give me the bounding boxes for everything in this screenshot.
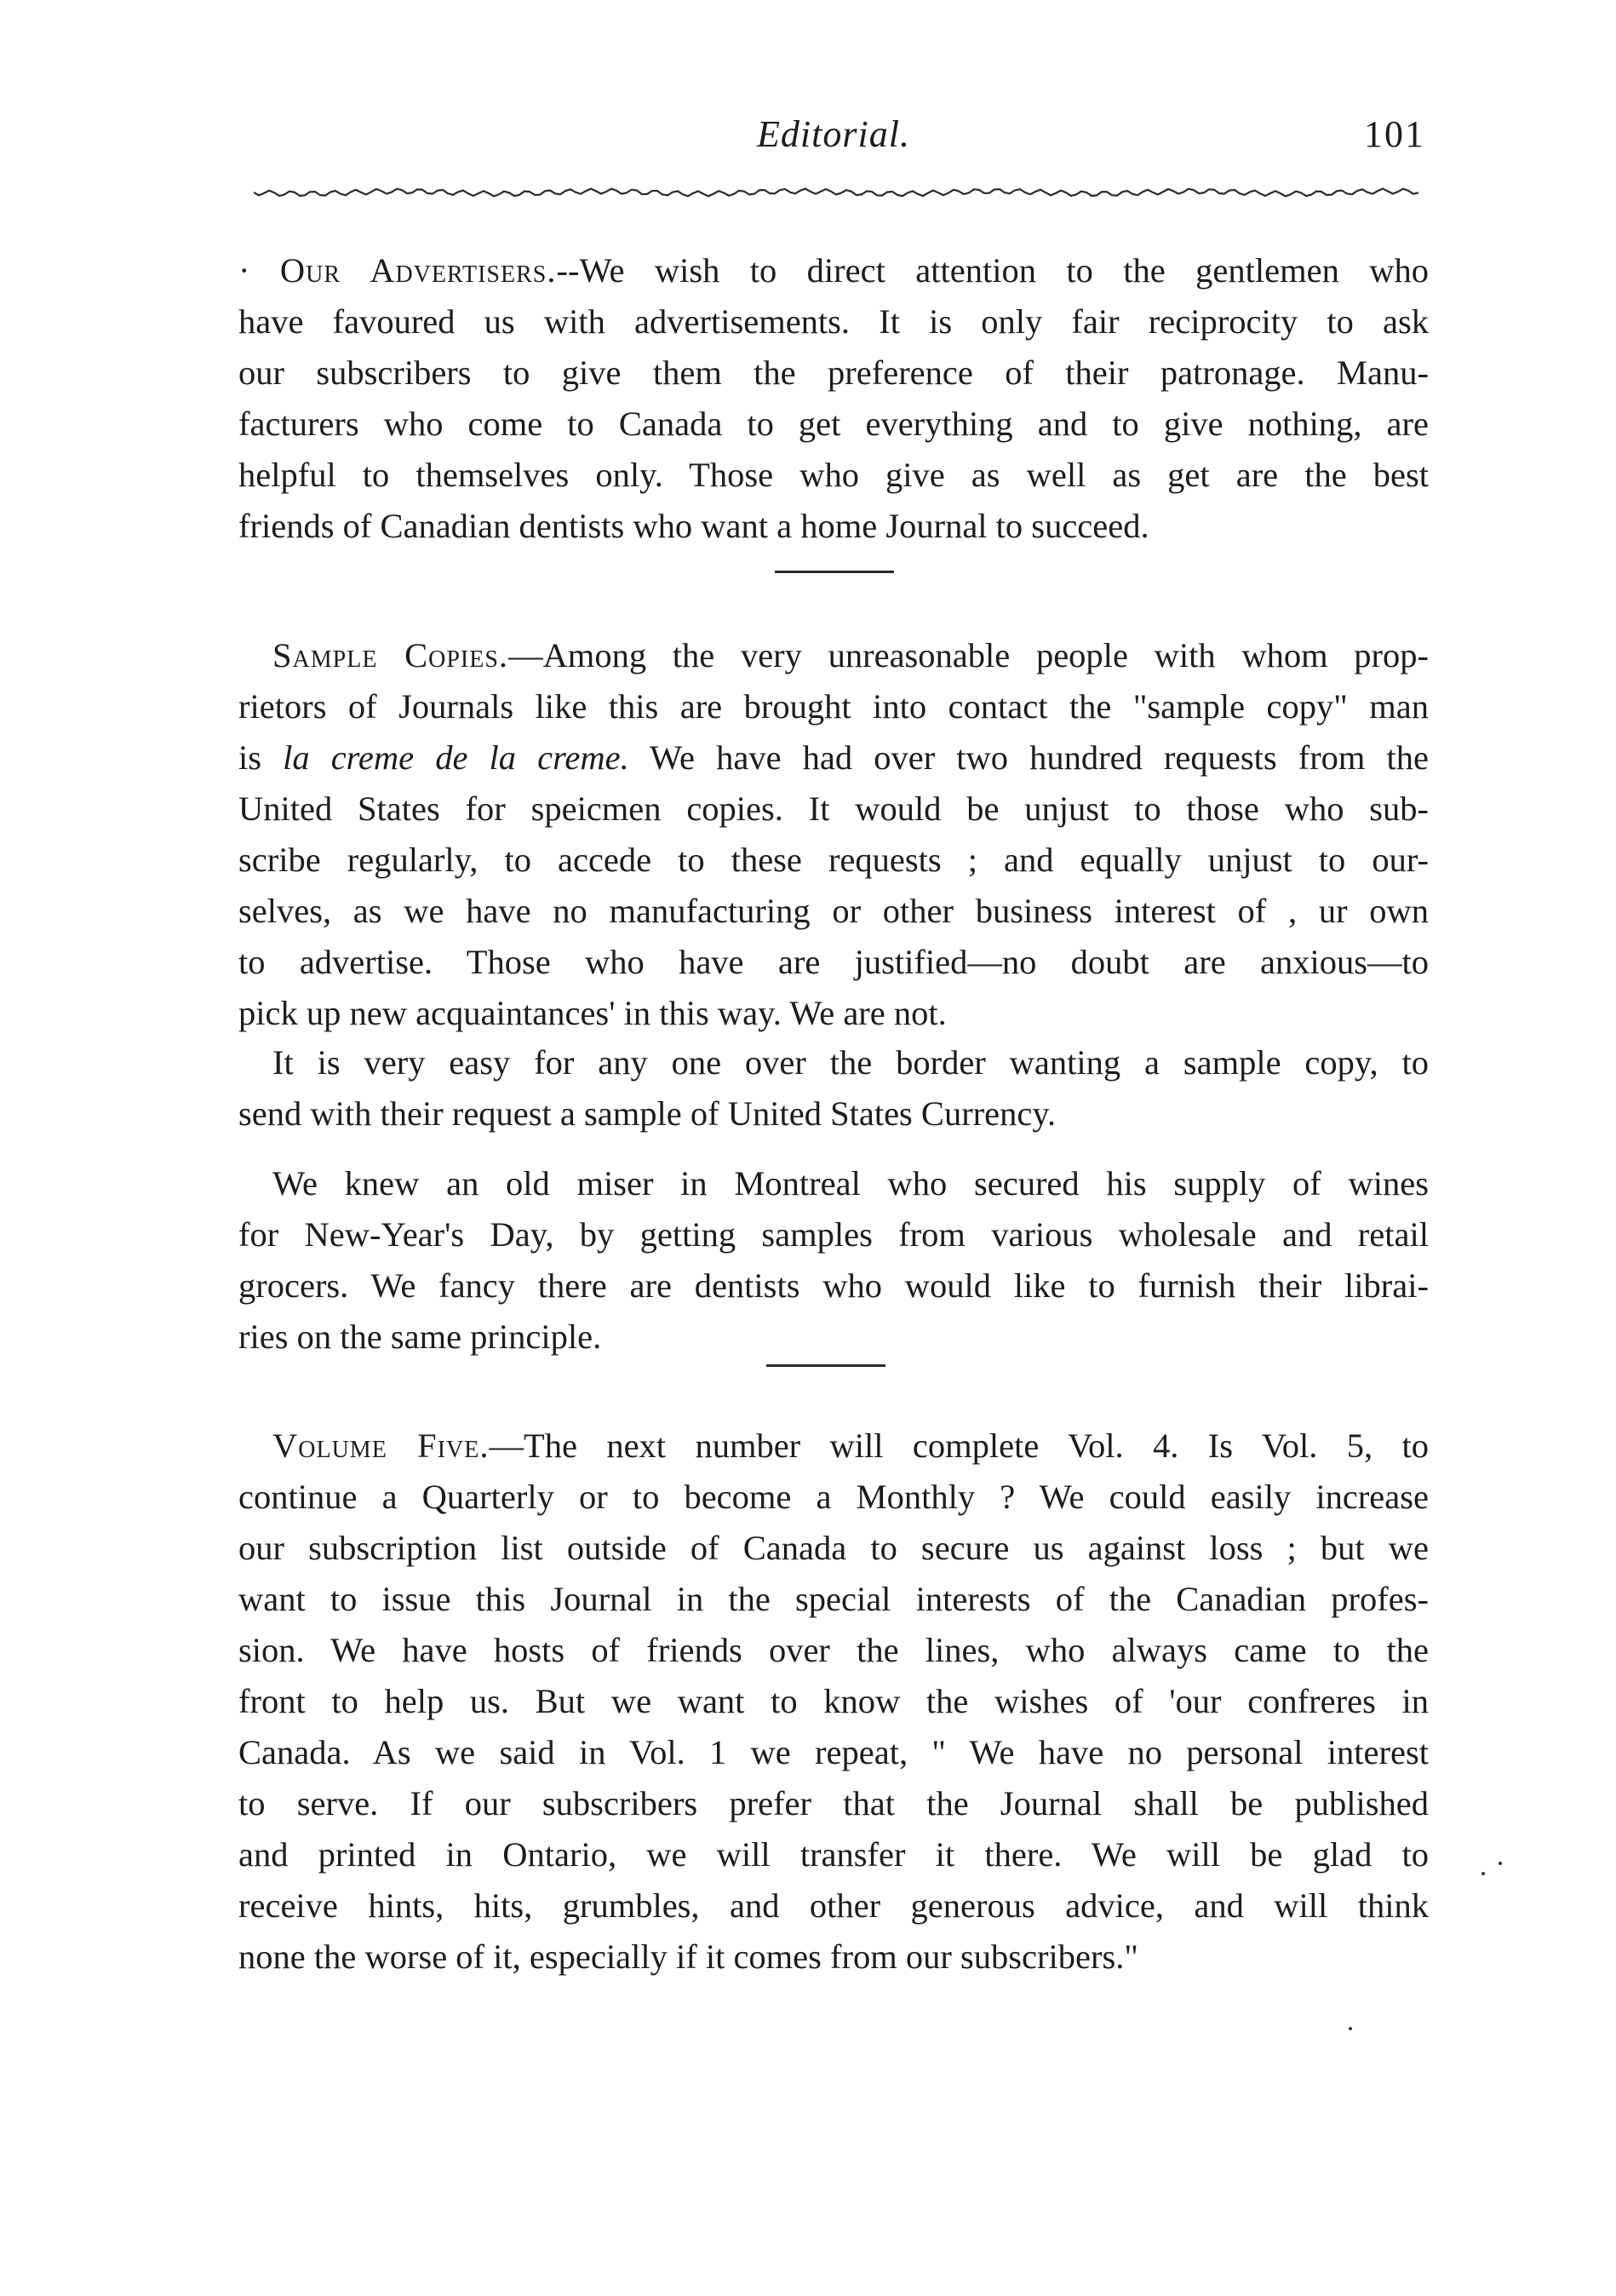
text-line: helpful to themselves only. Those who give as well as get are the best: [238, 456, 1429, 494]
page-header: [242, 109, 1425, 169]
volume-five-section: [238, 1421, 1429, 1983]
text-line: ries on the same principle.: [238, 1317, 602, 1356]
text-line: scribe regularly, to accede to these requests ; and equally unjust to our-: [238, 841, 1429, 879]
leading-mark: ·: [238, 251, 250, 290]
text-line: selves, as we have no manufacturing or other business interest of , ur own: [238, 892, 1429, 930]
sample-copies-continued-2: [238, 1158, 1429, 1363]
text-line: continue a Quarterly or to become a Monthly ? We could easily increase: [238, 1478, 1429, 1516]
text-line: We knew an old miser in Montreal who secured his supply of wines: [272, 1164, 1429, 1203]
advertisers-paragraph: [238, 245, 1429, 552]
advertisers-section: [238, 245, 1429, 552]
scan-speck: [1349, 2027, 1352, 2030]
text-line: · Our Advertisers.--We wish to direct attention to the gentlemen who: [238, 251, 1429, 290]
text-line: is la creme de la creme. We have had over two hundred requests from the: [238, 738, 1430, 777]
text-line: facturers who come to Canada to get everything and to give nothing, are: [238, 405, 1429, 443]
text-line: send with their request a sample of United States Currency.: [238, 1094, 1057, 1133]
sample-copies-paragraph-1: [238, 630, 1429, 1039]
text-line: none the worse of it, especially if it comes from our subscribers.": [238, 1937, 1138, 1976]
section-heading: Sample Copies.: [272, 636, 509, 674]
text-line: have favoured us with advertisements. It is only fair reciprocity to ask: [238, 302, 1429, 341]
scan-speck: [1499, 1862, 1502, 1865]
section-divider: [775, 571, 894, 573]
text-line: rietors of Journals like this are brought into contact the "sample copy" man: [238, 687, 1429, 726]
text-line: pick up new acquaintances' in this way. We are not.: [238, 994, 947, 1032]
text-line: want to issue this Journal in the special interests of the Canadian profes-: [238, 1580, 1429, 1618]
text-line: and printed in Ontario, we will transfer it there. We will be glad to: [238, 1835, 1429, 1874]
section-heading: Volume Five.: [272, 1426, 490, 1465]
text-line: for New-Year's Day, by getting samples from various wholesale and retail: [238, 1215, 1429, 1254]
text-line: our subscription list outside of Canada to secure us against loss ; but we: [238, 1529, 1429, 1567]
page-number: 101: [1364, 113, 1425, 155]
text-line: receive hints, hits, grumbles, and other generous advice, and will think: [238, 1886, 1429, 1925]
text-line: to serve. If our subscribers prefer that the Journal shall be published: [238, 1784, 1429, 1822]
text-line: to advertise. Those who have are justified—no doubt are anxious—to: [238, 943, 1429, 981]
volume-five-paragraph: [238, 1421, 1429, 1983]
running-title: Editorial.: [757, 113, 910, 155]
text-line: Volume Five.—The next number will complete Vol. 4. Is Vol. 5, to: [272, 1426, 1429, 1465]
sample-copies-section: [238, 630, 1429, 1039]
sample-copies-continued: [238, 1037, 1429, 1139]
text-line: our subscribers to give them the preference of their patronage. Manu-: [238, 353, 1429, 392]
text-line: friends of Canadian dentists who want a home Journal to succeed.: [238, 507, 1149, 545]
text-line: United States for speicmen copies. It would be unjust to those who sub-: [238, 789, 1429, 828]
scan-speck: [1481, 1872, 1485, 1875]
italic-phrase: la creme de la creme.: [283, 738, 629, 777]
sample-copies-paragraph-3: [238, 1158, 1429, 1363]
sample-copies-paragraph-2: [238, 1037, 1429, 1139]
text-line: sion. We have hosts of friends over the lines, who always came to the: [238, 1631, 1429, 1669]
text-line: It is very easy for any one over the border wanting a sample copy, to: [272, 1043, 1429, 1082]
text-line: grocers. We fancy there are dentists who would like to furnish their librai-: [238, 1266, 1429, 1305]
wavy-header-rule: [254, 186, 1420, 199]
text-line: Canada. As we said in Vol. 1 we repeat, " We have no personal interest: [238, 1733, 1429, 1771]
section-heading: Our Advertisers.: [279, 251, 557, 290]
text-line: Sample Copies.—Among the very unreasonable people with whom prop-: [272, 636, 1429, 674]
text-line: front to help us. But we want to know the wishes of 'our confreres in: [238, 1682, 1429, 1720]
section-divider: [766, 1364, 885, 1367]
